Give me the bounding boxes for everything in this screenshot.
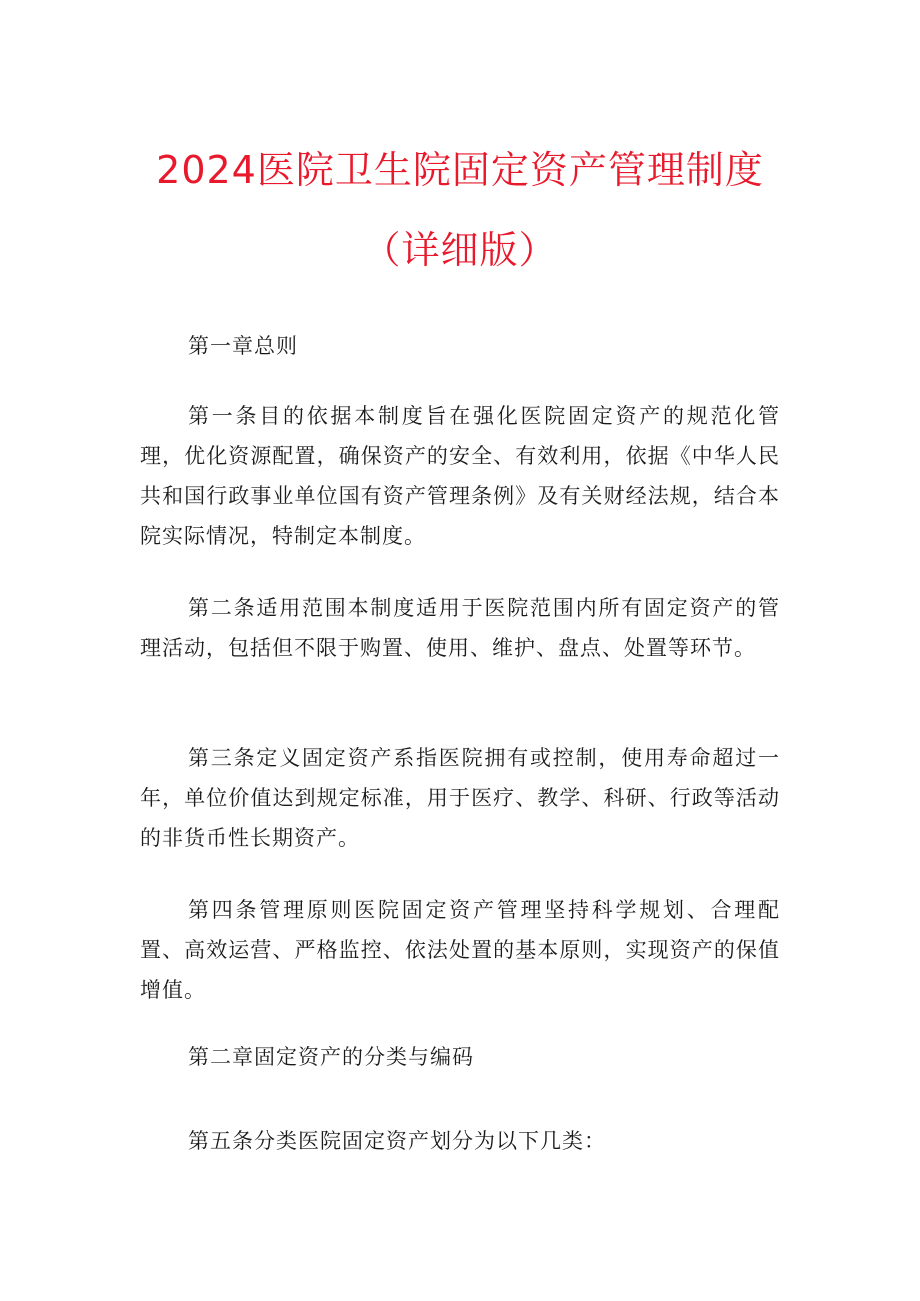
article-paragraph: 第四条管理原则医院固定资产管理坚持科学规划、合理配置、高效运营、严格监控、依法处置的基本原则，实现资产的保值增值。	[140, 898, 780, 1002]
article-paragraph: 第三条定义固定资产系指医院拥有或控制，使用寿命超过一年，单位价值达到规定标准，用于医疗、教学、科研、行政等活动的非货币性长期资产。	[140, 746, 780, 850]
chapter-heading: 第二章固定资产的分类与编码	[188, 1045, 474, 1069]
article-paragraph: 第一条目的依据本制度旨在强化医院固定资产的规范化管理，优化资源配置，确保资产的安全、有效利用，依据《中华人民共和国行政事业单位国有资产管理条例》及有关财经法规，结合本院实际情况，特制定本制度。	[140, 404, 780, 548]
chapter-heading: 第一章总则	[188, 334, 298, 358]
article-paragraph: 第二条适用范围本制度适用于医院范围内所有固定资产的管理活动，包括但不限于购置、使用、维护、盘点、处置等环节。	[140, 596, 780, 660]
document-subtitle: （详细版）	[362, 228, 558, 272]
article-paragraph: 第五条分类医院固定资产划分为以下几类：	[188, 1129, 606, 1153]
document-title: 2024医院卫生院固定资产管理制度	[156, 148, 764, 192]
